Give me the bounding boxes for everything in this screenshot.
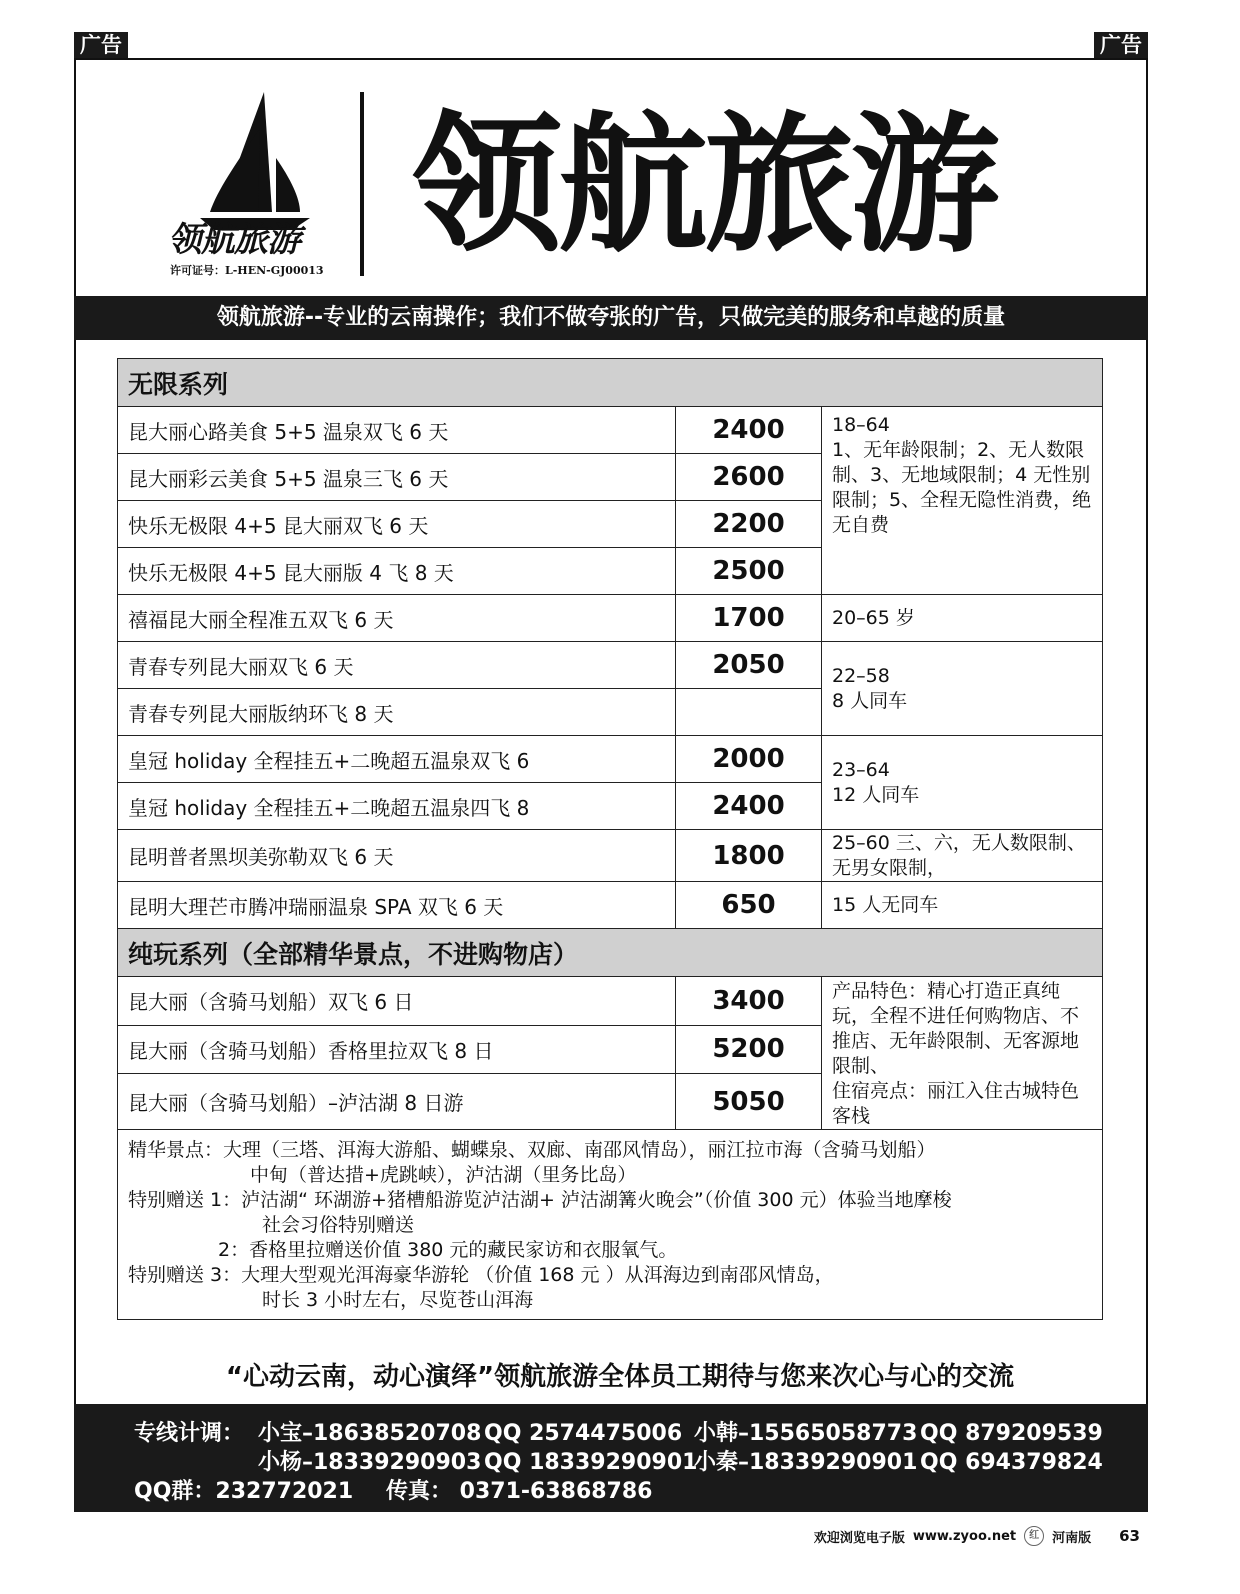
tour-price: 3400 xyxy=(676,977,822,1026)
tour-price: 2050 xyxy=(676,642,822,689)
tour-note: 25–60 三、六，无人数限制、无男女限制， xyxy=(822,830,1103,882)
tour-name: 快乐无极限 4+5 昆大丽双飞 6 天 xyxy=(118,501,676,548)
tour-name: 昆大丽（含骑马划船）双飞 6 日 xyxy=(118,977,676,1026)
footer-url[interactable]: www.zyoo.net xyxy=(912,1528,1017,1544)
section2-title: 纯玩系列（全部精华景点，不进购物店） xyxy=(118,929,1103,977)
tour-name: 昆大丽心路美食 5+5 温泉双飞 6 天 xyxy=(118,407,676,454)
extras-cell xyxy=(118,1130,1103,1320)
tour-note: 22–58 8 人同车 xyxy=(822,642,1103,736)
tour-name: 昆明大理芒市腾冲瑞丽温泉 SPA 双飞 6 天 xyxy=(118,882,676,929)
tour-name: 昆大丽（含骑马划船）–泸沽湖 8 日游 xyxy=(118,1074,676,1130)
tour-price: 650 xyxy=(676,882,822,929)
tour-price: 2400 xyxy=(676,783,822,830)
table-row xyxy=(118,882,1103,929)
extras-line: 特别赠送 1： 泸沽湖“ 环湖游+猪槽船游览泸沽湖+ 泸沽湖篝火晚会”（价值 300 元）体验当地摩梭 xyxy=(128,1189,952,1211)
logo-wordmark: 领航旅游 xyxy=(168,220,300,260)
tour-price: 1700 xyxy=(676,595,822,642)
tour-price: 2200 xyxy=(676,501,822,548)
slogan-bar: 领航旅游--专业的云南操作；我们不做夸张的广告，只做完美的服务和卓越的质量 xyxy=(74,296,1148,340)
tour-name: 昆大丽彩云美食 5+5 温泉三飞 6 天 xyxy=(118,454,676,501)
tour-price: 5050 xyxy=(676,1074,822,1130)
divider xyxy=(360,92,364,276)
tour-name: 昆大丽（含骑马划船）香格里拉双飞 8 日 xyxy=(118,1025,676,1074)
tour-price: 5200 xyxy=(676,1025,822,1074)
tour-name: 皇冠 holiday 全程挂五+二晚超五温泉双飞 6 xyxy=(118,736,676,783)
tour-note: 20–65 岁 xyxy=(822,595,1103,642)
tour-price: 2500 xyxy=(676,548,822,595)
brand-title: 领航旅游 xyxy=(412,99,997,273)
tour-name: 昆明普者黑坝美弥勒双飞 6 天 xyxy=(118,830,676,882)
table-row xyxy=(118,642,1103,689)
edition-label: 河南版 xyxy=(1052,1530,1092,1546)
red-seal-icon: 红 xyxy=(1024,1526,1044,1546)
section1-title: 无限系列 xyxy=(118,359,1103,407)
tour-note: 产品特色：精心打造正真纯玩，全程不进任何购物店、不推店、无年龄限制、无客源地限制、 住宿亮点：丽江入住古城特色客栈 xyxy=(822,977,1103,1130)
contact-line-3: QQ群：232772021 传真： 0371-63868786 xyxy=(134,1479,653,1504)
section-header xyxy=(118,929,1103,977)
table-row xyxy=(118,736,1103,783)
table-row xyxy=(118,407,1103,454)
contact-bar xyxy=(74,1404,1148,1512)
tour-price xyxy=(676,689,822,736)
tour-price: 2600 xyxy=(676,454,822,501)
ad-tag-right: 广告 xyxy=(1094,32,1148,58)
extras-line: 2：香格里拉赠送价值 380 元的藏民家访和衣服氧气。 xyxy=(218,1239,678,1261)
extras-line: 社会习俗特别赠送 xyxy=(262,1214,415,1236)
table-row xyxy=(118,977,1103,1026)
page-footer xyxy=(814,1526,1140,1546)
extras-row xyxy=(118,1130,1103,1320)
page-number: 63 xyxy=(1119,1527,1140,1545)
tour-note: 23–64 12 人同车 xyxy=(822,736,1103,830)
tour-table xyxy=(117,358,1103,1320)
tour-price: 2000 xyxy=(676,736,822,783)
footer-text: 欢迎浏览电子版 xyxy=(813,1530,905,1546)
extras-line: 精华景点： 大理（三塔、洱海大游船、蝴蝶泉、双廊、南邵风情岛），丽江拉市海（含骑马划船） xyxy=(128,1139,936,1161)
table-row xyxy=(118,830,1103,882)
table-row xyxy=(118,595,1103,642)
tour-price: 2400 xyxy=(676,407,822,454)
contact-line-1: 专线计调： 小宝–18638520708 QQ 2574475006 小韩–15565058773 QQ 879209539 xyxy=(134,1421,1103,1446)
tour-price: 1800 xyxy=(676,830,822,882)
tour-note: 15 人无同车 xyxy=(822,882,1103,929)
extras-line: 特别赠送 3： 大理大型观光洱海豪华游轮 （价值 168 元 ）从洱海边到南邵风情岛， xyxy=(128,1264,834,1286)
contact-line-2: 小杨–18339290903 QQ 18339290901小秦–18339290901 QQ 694379824 xyxy=(258,1450,1103,1475)
closing-quote: “心动云南，动心演绎”领航旅游全体员工期待与您来次心与心的交流 xyxy=(225,1362,1015,1392)
tour-name: 禧福昆大丽全程准五双飞 6 天 xyxy=(118,595,676,642)
tour-name: 快乐无极限 4+5 昆大丽版 4 飞 8 天 xyxy=(118,548,676,595)
tour-name: 青春专列昆大丽版纳环飞 8 天 xyxy=(118,689,676,736)
license-number: 许可证号：L-HEN-GJ00013 xyxy=(170,264,324,277)
section-header xyxy=(118,359,1103,407)
extras-line: 中甸（普达措+虎跳峡），泸沽湖（里务比岛） xyxy=(250,1164,637,1186)
tour-name: 青春专列昆大丽双飞 6 天 xyxy=(118,642,676,689)
tour-note: 18–64 1、无年龄限制；2、无人数限制、3、无地域限制；4 无性别限制；5、全程无隐性消费，绝无自费 xyxy=(822,407,1103,595)
extras-line: 时长 3 小时左右，尽览苍山洱海 xyxy=(262,1289,534,1311)
tour-name: 皇冠 holiday 全程挂五+二晚超五温泉四飞 8 xyxy=(118,783,676,830)
ad-tag-left: 广告 xyxy=(74,32,128,58)
